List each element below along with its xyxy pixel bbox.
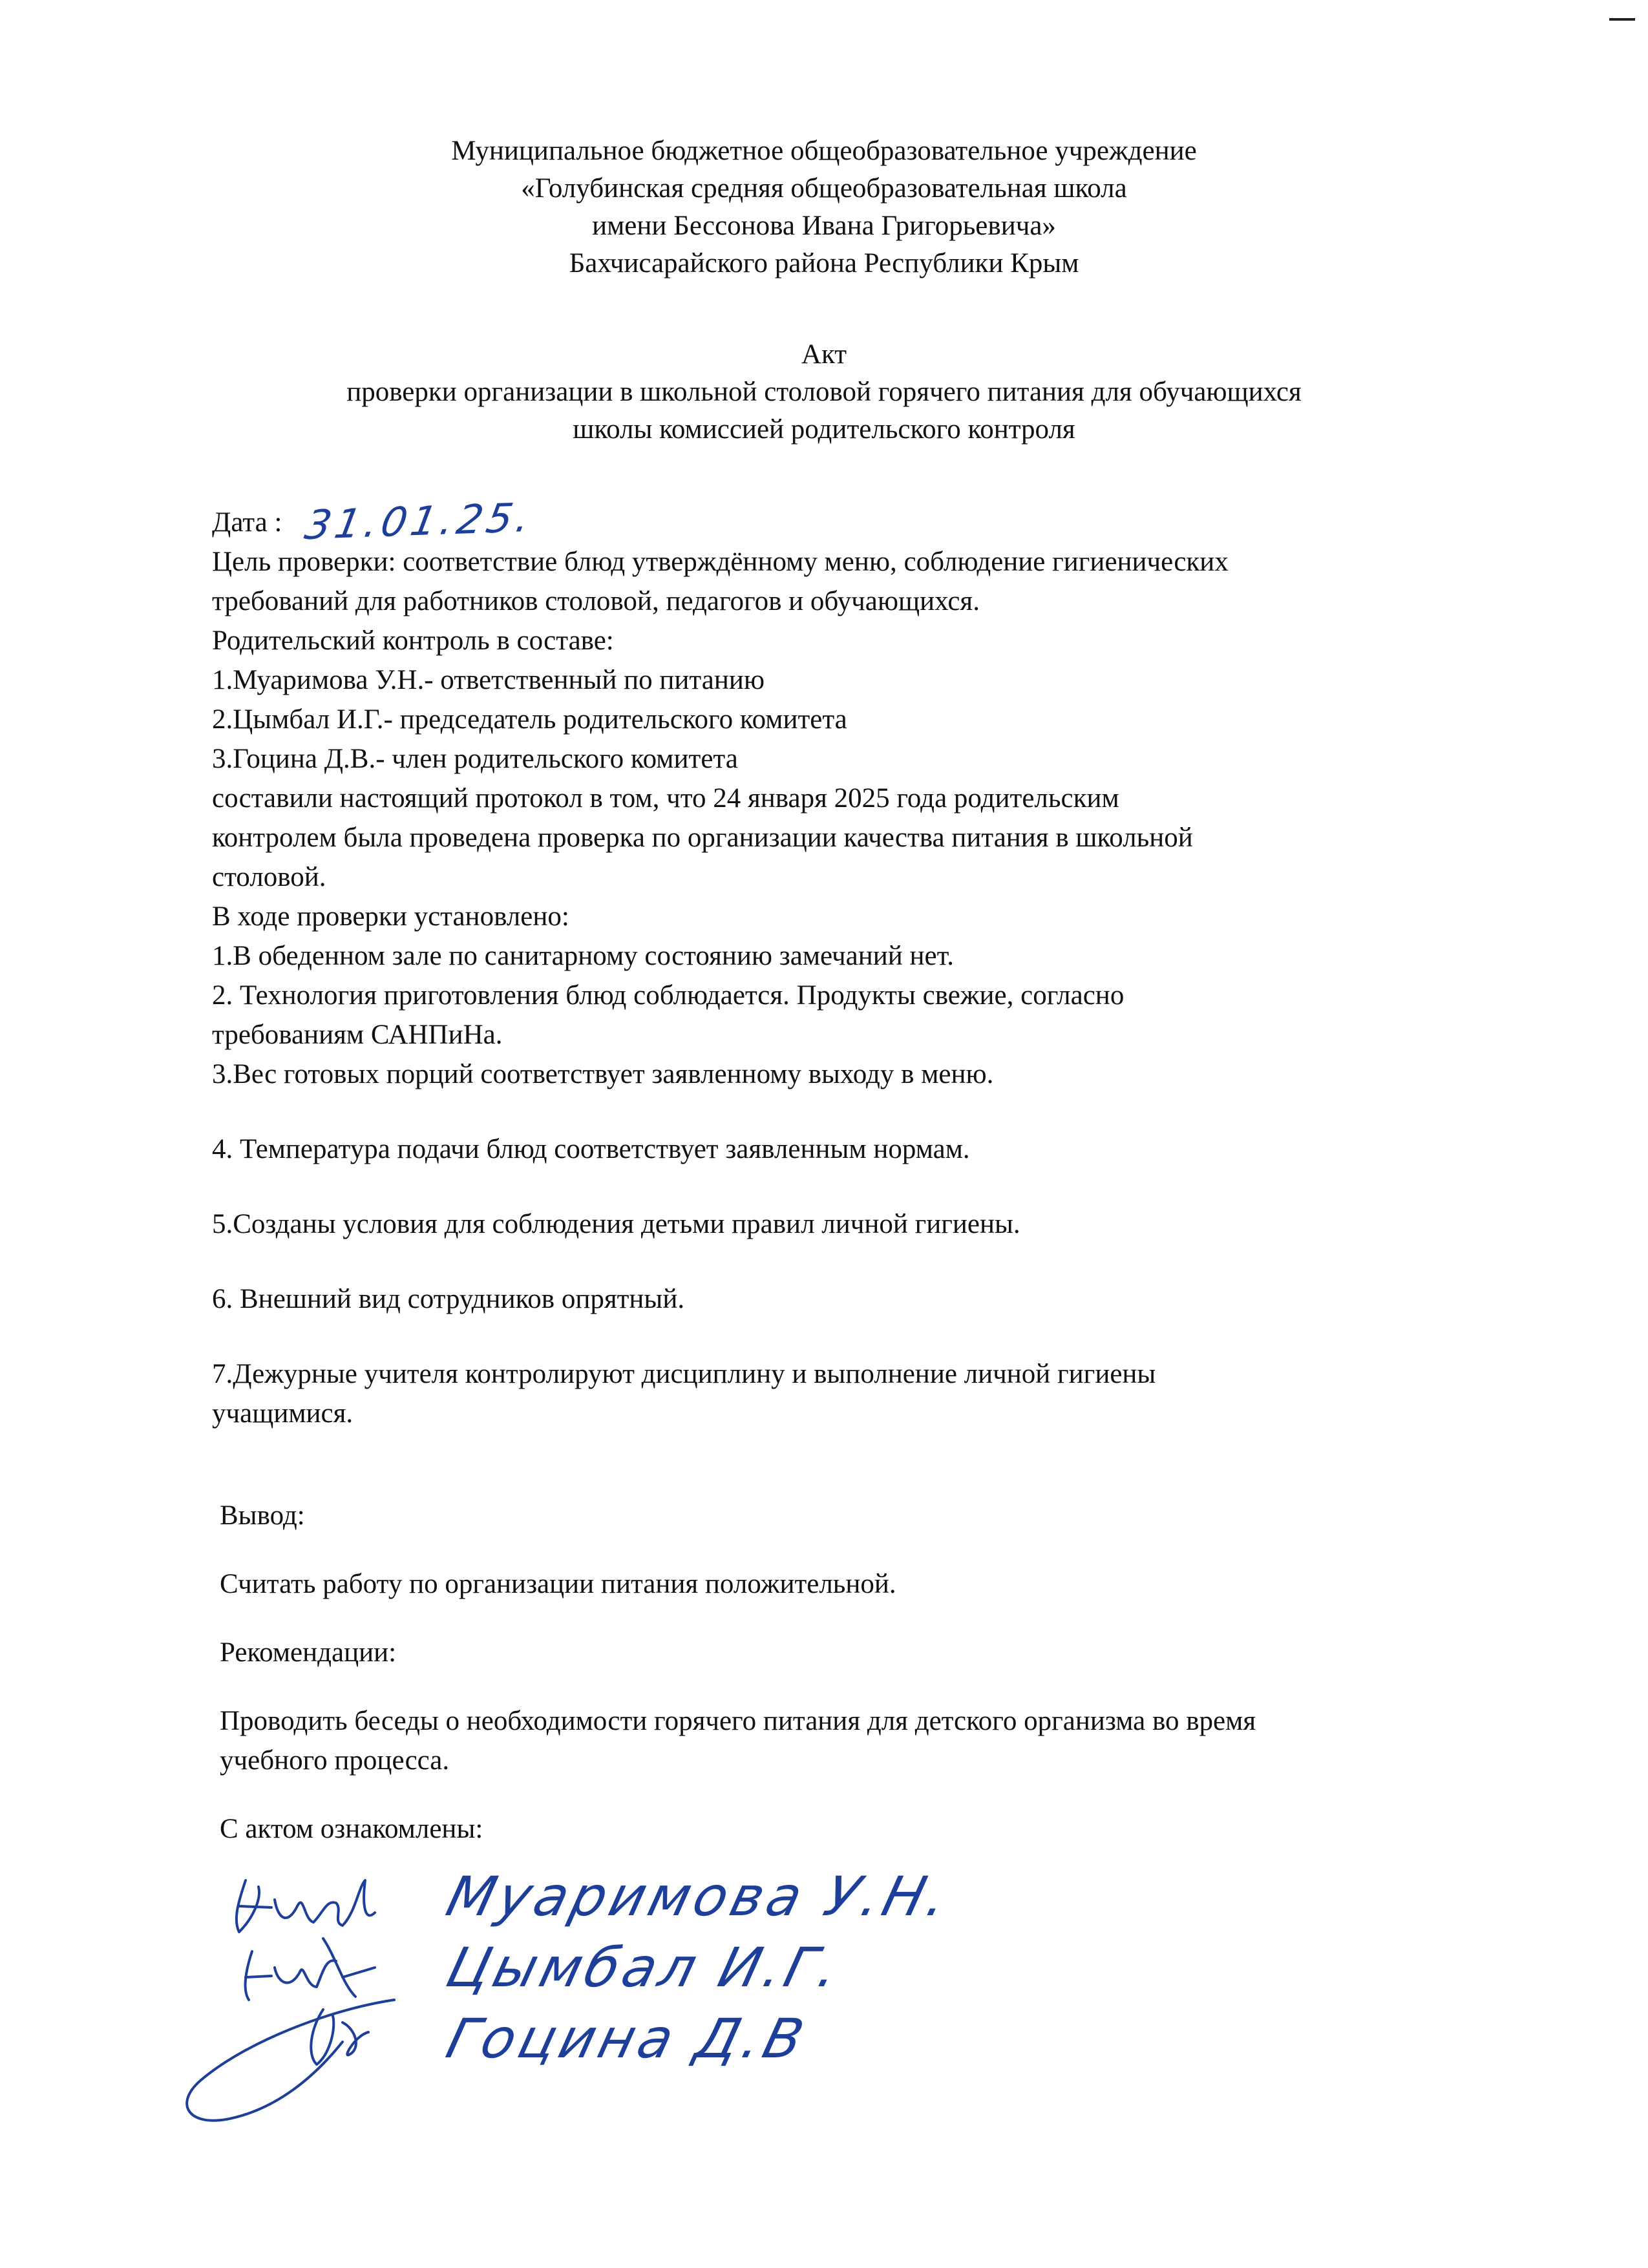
recommendations-text: учебного процесса. [220,1745,450,1776]
finding-item: 5.Созданы условия для соблюдения детьми правил личной гигиены. [212,1209,1020,1239]
date-row [212,493,1479,549]
date-label: Дата : [212,507,282,538]
header-line: имени Бессонова Ивана Григорьевича» [592,211,1056,241]
signature-scribbles [149,1861,427,2132]
institution-header [194,132,1454,282]
header-line: Муниципальное бюджетное общеобразовательное учреждение [451,136,1197,166]
finding-item: требованиям САНПиНа. [212,1020,503,1050]
handwritten-name: Цымбал И.Г. [440,1936,849,1999]
committee-member: 1.Муаримова У.Н.- ответственный по питанию [212,665,765,695]
finding-item: 4. Температура подачи блюд соответствует заявленным нормам. [212,1134,970,1164]
document-title [194,336,1454,448]
handwritten-name: Муаримова У.Н. [440,1865,958,1928]
signatures-block [149,1861,958,2132]
committee-member: 3.Гоцина Д.В.- член родительского комитета [212,744,738,774]
header-line: Бахчисарайского района Республики Крым [569,248,1079,278]
findings-intro: В ходе проверки установлено: [212,901,569,932]
committee-intro: Родительский контроль в составе: [212,625,614,656]
title-subtitle-line: проверки организации в школьной столовой горячего питания для обучающихся [346,377,1302,407]
finding-item: учащимися. [212,1398,354,1429]
protocol-line: столовой. [212,862,326,892]
purpose-line: требований для работников столовой, педагогов и обучающихся. [212,586,980,616]
conclusion-text: Считать работу по организации питания положительной. [220,1569,896,1599]
protocol-line: составили настоящий протокол в том, что 24 января 2025 года родительским [212,783,1119,814]
finding-item: 7.Дежурные учителя контролируют дисциплину и выполнение личной гигиены [212,1359,1156,1389]
scan-edge-mark [1609,18,1635,21]
conclusion-section [220,1496,1486,1849]
document-body [212,493,1479,1433]
purpose-line: Цель проверки: соответствие блюд утверждённому меню, соблюдение гигиенических [212,547,1229,577]
header-line: «Голубинская средняя общеобразовательная школа [521,173,1127,204]
protocol-line: контролем была проведена проверка по организации качества питания в школьной [212,823,1193,853]
finding-item: 1.В обеденном зале по санитарному состоянию замечаний нет. [212,941,954,971]
finding-item: 6. Внешний вид сотрудников опрятный. [212,1284,685,1314]
recommendations-label: Рекомендации: [220,1637,397,1668]
acknowledgement-label: С актом ознакомлены: [220,1814,483,1844]
finding-item: 2. Технология приготовления блюд соблюдается. Продукты свежие, согласно [212,980,1125,1011]
handwritten-date: 31.01.25. [301,493,538,549]
title-heading: Акт [801,339,847,370]
recommendations-text: Проводить беседы о необходимости горячего питания для детского организма во время [220,1706,1256,1736]
committee-member: 2.Цымбал И.Г.- председатель родительского комитета [212,704,847,735]
title-subtitle-line: школы комиссией родительского контроля [573,414,1075,445]
finding-item: 3.Вес готовых порций соответствует заявленному выходу в меню. [212,1059,994,1089]
handwritten-name: Гоцина Д.В [440,2007,814,2070]
conclusion-label: Вывод: [220,1500,305,1531]
handwritten-names [439,1861,958,2074]
